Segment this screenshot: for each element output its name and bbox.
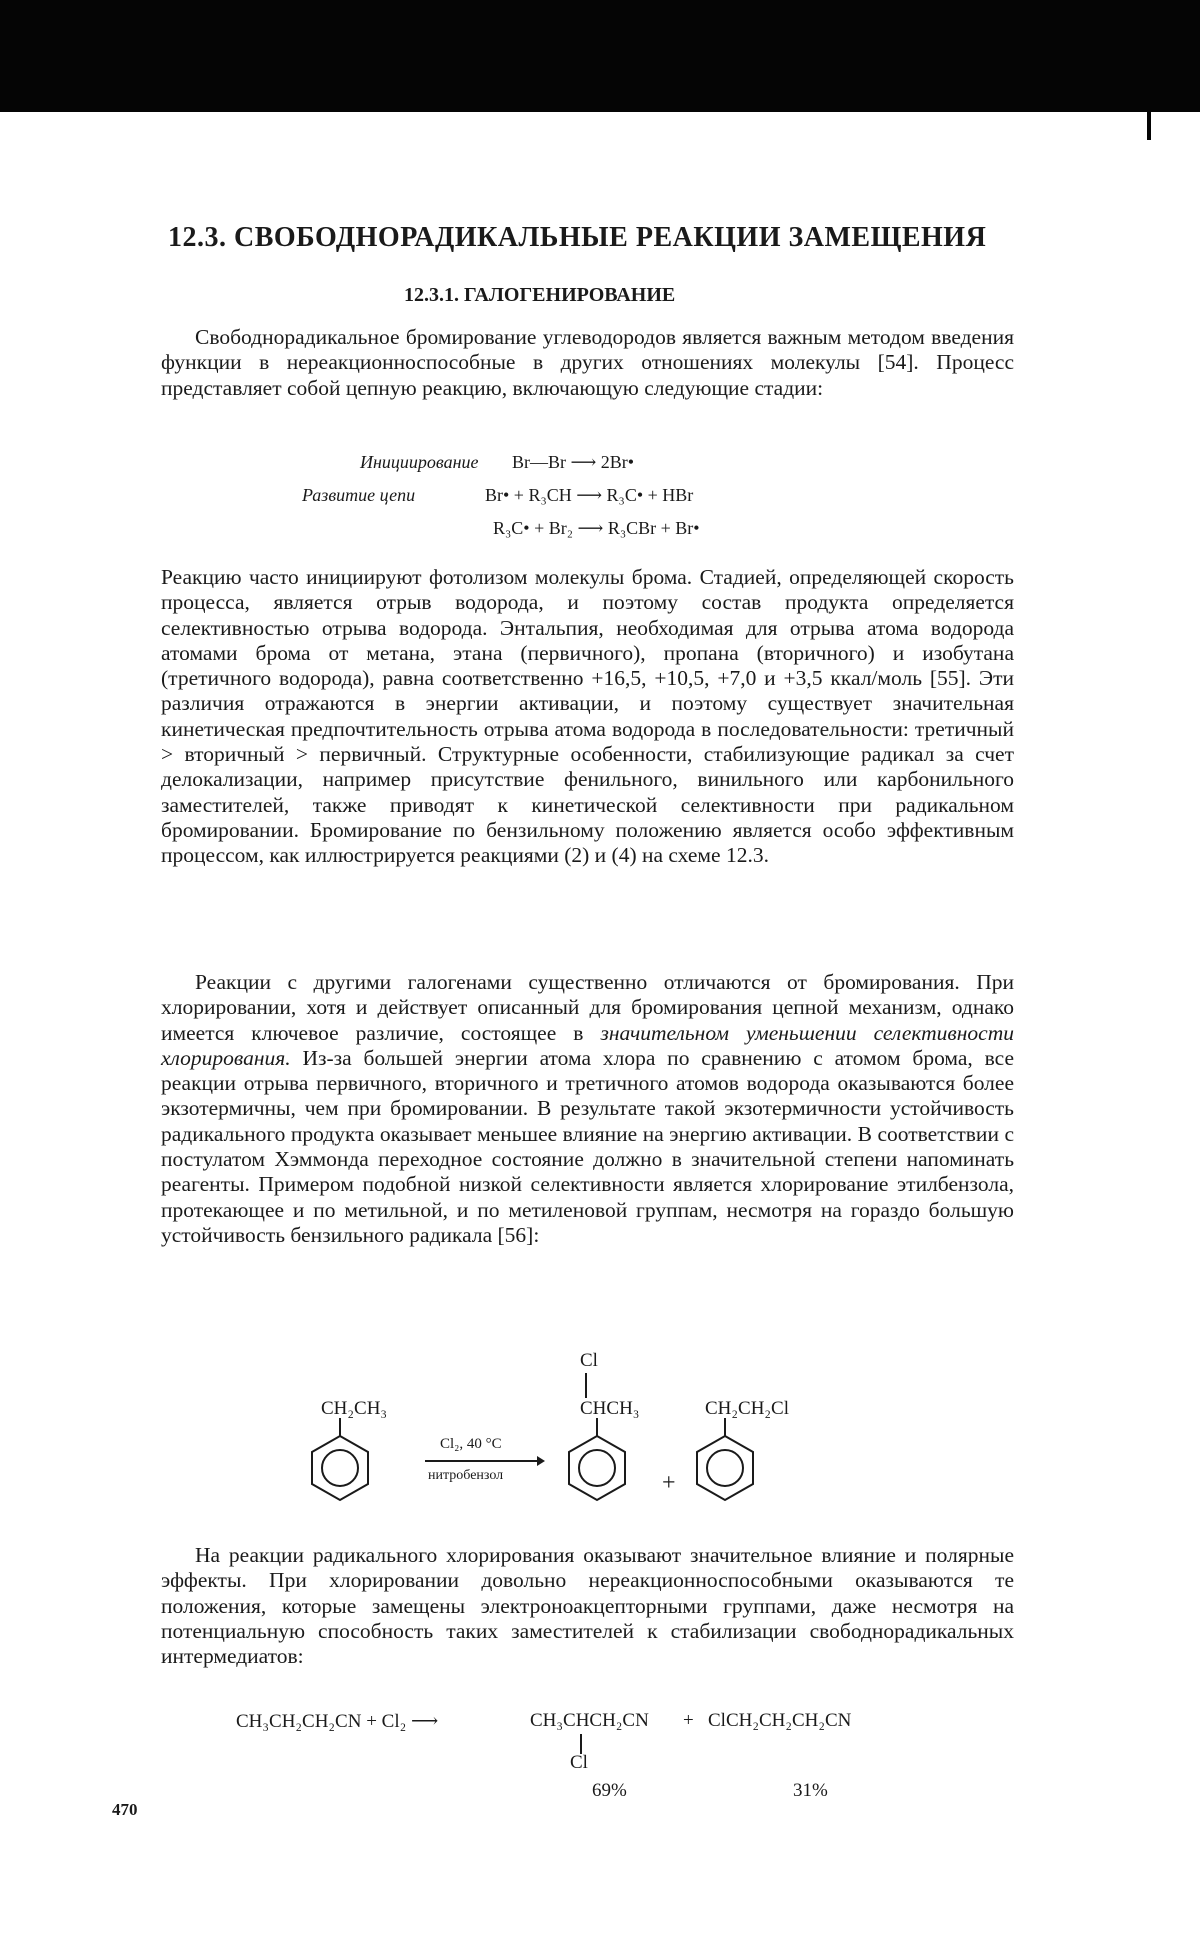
benzene-ring-product2 xyxy=(685,1418,765,1518)
top-black-bar xyxy=(0,0,1200,112)
paragraph-2 xyxy=(161,970,1014,1248)
propagation-equation-1: Br• + R₃CH ⟶ R₃C• + HBr xyxy=(485,485,694,505)
butyronitrile-product1: CH₃CHCH₂CN xyxy=(530,1710,649,1731)
paragraph-2-text: Реакции с другими галогенами существенно отличаются от бромирования. При хлорировании, хотя и действует описанный для бромирования цепной механизм, однако имеется ключевое различие, состоящее в значительном уменьшении селективности хлорирования. Из-за большей энергии атома хлора по сравнению с атомом брома, все реакции отрыва первичного, вторичного и третичного атомов водорода оказываются более экзотермичны, чем при бромировании. В результате такой экзотермичности устойчивость радикального продукта оказывает меньшее влияние на энергию активации. В соответствии с постулатом Хэммонда переходное состояние должно в значительной степени напоминать реагенты. Примером подобной низкой селективности является хлорирование этилбензола, протекающее и по метильной, и по метиленовой группам, несмотря на гораздо большую устойчивость бензильного радикала [56]: xyxy=(161,970,1014,1247)
reactant-ethylbenzene-chain: CH₂CH₃ xyxy=(321,1398,388,1419)
benzene-ring-product1 xyxy=(557,1418,637,1518)
product1-chain: CHCH₃ xyxy=(580,1398,640,1419)
propagation-label: Развитие цепи xyxy=(302,485,416,505)
paragraph-1-text: Реакцию часто инициируют фотолизом молекулы брома. Стадией, определяющей скорость процесса, является отрыв водорода, и поэтому состав продукта определяется селективностью отрыва водорода. Энтальпия, необходимая для отрыва атома водорода атомами брома от метана, этана (первичного), пропана (вторичного) и изобутана (третичного водорода), равна соответственно +16,5, +10,5, +7,0 и +3,5 ккал/моль [55]. Эти различия отражаются в энергии активации, и поэтому существует значительная кинетическая предпочтительность отрыва атома водорода в последовательности: третичный > вторичный > первичный. Структурные особенности, стабилизующие радикал за счет делокализации, например присутствие фенильного, винильного или карбонильного заместителей, также приводят к кинетической селективности при радикальном бромировании. Бромирование по бензильному положению является особо эффективным процессом, как иллюстрируется реакциями (2) и (4) на схеме 12.3. xyxy=(161,565,1014,868)
reaction-conditions-top: Cl₂, 40 °C xyxy=(440,1436,502,1452)
init-label: Инициирование xyxy=(360,452,479,472)
butyronitrile-product1-chlorine: Cl xyxy=(570,1752,588,1773)
emphasis-selectivity: значительном уменьшении селективности хлорирования. xyxy=(161,1020,1014,1070)
intro-text: Свободнорадикальное бромирование углеводородов является важным методом введения функции в нереакционноспособные в других отношениях молекулы [54]. Процесс представляет собой цепную реакцию, включающую следующие стадии: xyxy=(161,325,1014,400)
yield-product2: 31% xyxy=(793,1780,828,1801)
page-number: 470 xyxy=(112,1800,138,1819)
subsection-heading: 12.3.1. ГАЛОГЕНИРОВАНИЕ xyxy=(404,284,676,306)
butyronitrile-reactants: CH₃CH₂CH₂CN + Cl₂ ⟶ xyxy=(236,1711,439,1732)
init-equation: Br—Br ⟶ 2Br• xyxy=(512,452,635,472)
product1-cl-bond xyxy=(582,1373,592,1398)
intro-paragraph xyxy=(161,325,1014,401)
product1-chlorine: Cl xyxy=(580,1350,598,1371)
reaction-conditions-bottom: нитробензол xyxy=(428,1468,504,1483)
paragraph-3-text: На реакции радикального хлорирования оказывают значительное влияние и полярные эффекты. При хлорировании довольно нереакционноспособными оказываются те положения, которые замещены электроноакцепторными группами, даже несмотря на потенциальную способность таких заместителей к стабилизации свободнорадикальных интермедиатов: xyxy=(161,1543,1014,1669)
benzene-ring-reactant xyxy=(300,1418,380,1518)
reaction-arrow xyxy=(425,1455,545,1467)
butyronitrile-plus: + xyxy=(683,1710,694,1731)
plus-sign: + xyxy=(662,1470,676,1496)
top-bar-tick xyxy=(1147,100,1151,140)
yield-product1: 69% xyxy=(592,1780,627,1801)
butyronitrile-product2: ClCH₂CH₂CH₂CN xyxy=(708,1710,852,1731)
paragraph-3 xyxy=(161,1543,1014,1669)
paragraph-1 xyxy=(161,565,1014,869)
butyronitrile-cl-bond xyxy=(577,1734,587,1754)
propagation-equation-2: R₃C• + Br₂ ⟶ R₃CBr + Br• xyxy=(493,518,700,538)
product2-chain: CH₂CH₂Cl xyxy=(705,1398,789,1419)
section-heading: 12.3. СВОБОДНОРАДИКАЛЬНЫЕ РЕАКЦИИ ЗАМЕЩЕНИЯ xyxy=(168,222,987,253)
